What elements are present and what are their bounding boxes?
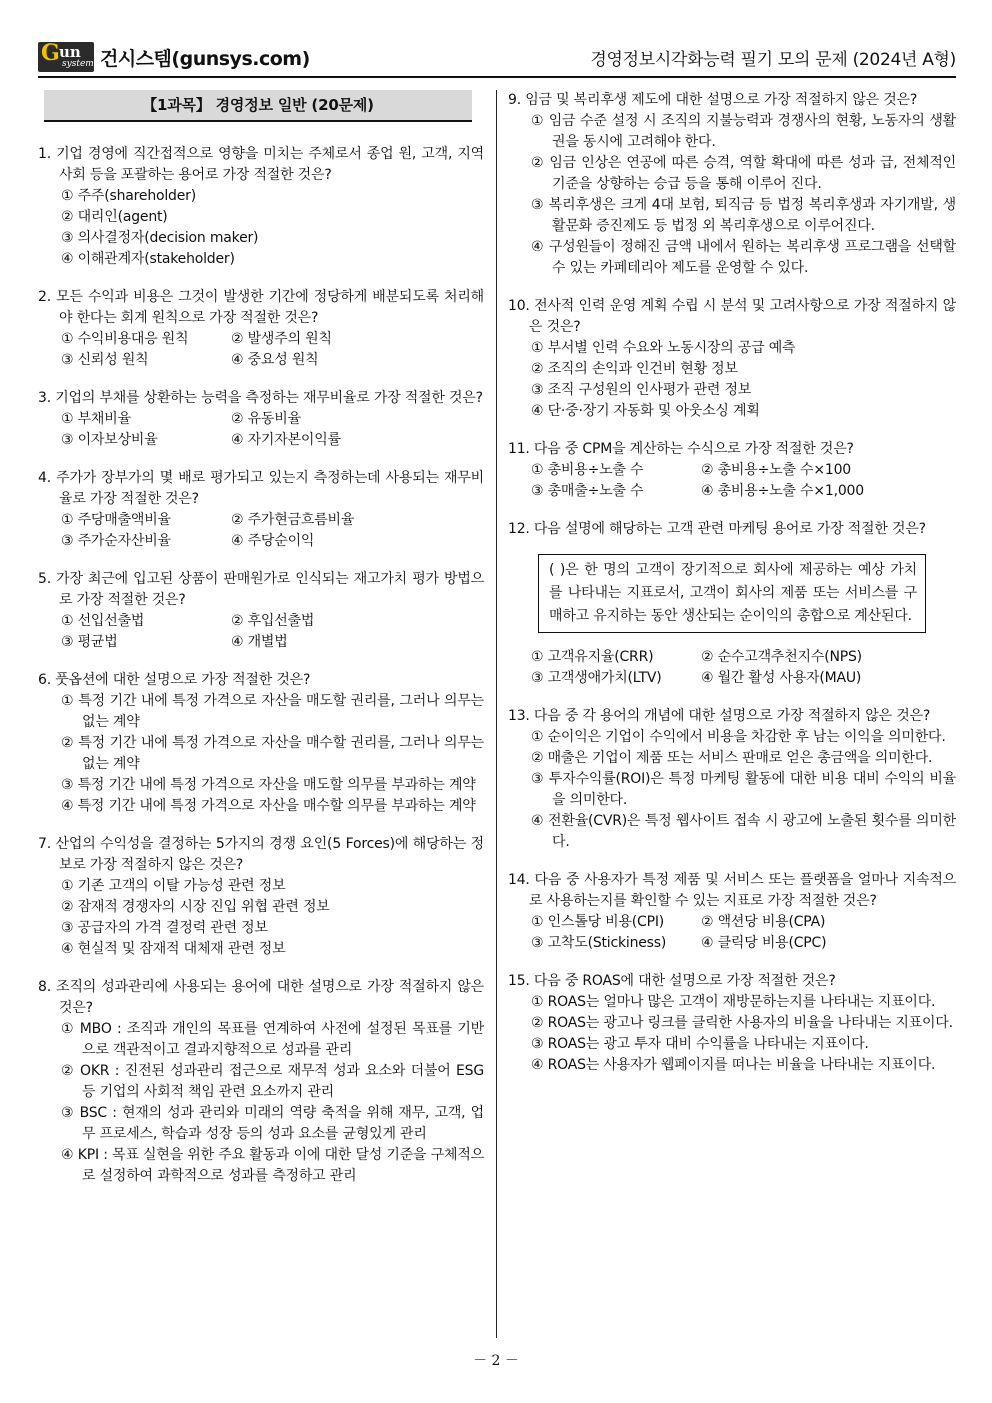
option-row [38, 409, 484, 430]
answer-option: ② OKR : 진전된 성과관리 접근으로 재무적 성과 요소와 더불어 ESG 등 기업의 사회적 책임 관련 요소까지 관리 [61, 1063, 484, 1100]
answer-option: ③ 총매출÷노출 수 [531, 483, 644, 499]
answer-option: ③ 의사결정자(decision maker) [61, 230, 259, 246]
question-stem: 4. 주가가 장부가의 몇 배로 평가되고 있는지 측정하는데 사용되는 재무비율로 가장 적절한 것은? [38, 470, 484, 507]
question-stem: 13. 다음 중 각 용어의 개념에 대한 설명으로 가장 적절하지 않은 것은? [508, 708, 931, 724]
option-row [38, 510, 484, 531]
question-stem: 5. 가장 최근에 입고된 상품이 판매원가로 인식되는 재고가치 평가 방법으로 가장 적절한 것은? [38, 571, 484, 608]
question-item [38, 287, 484, 371]
option-row [508, 933, 956, 954]
answer-option: ④ 클릭당 비용(CPC) [701, 935, 827, 951]
question-item [508, 706, 956, 853]
brand-name: 건시스템(gunsys.com) [100, 48, 310, 70]
answer-option: ③ 조직 구성원의 인사평가 관련 정보 [531, 382, 752, 398]
question-stem: 11. 다음 중 CPM을 계산하는 수식으로 가장 적절한 것은? [508, 441, 854, 457]
gunsystem-logo [38, 42, 94, 72]
answer-option: ④ 총비용÷노출 수×1,000 [701, 483, 864, 499]
answer-option: ④ 자기자본이익률 [231, 432, 341, 448]
question-item [508, 870, 956, 954]
header-rule [38, 76, 956, 78]
answer-option: ② 임금 인상은 연공에 따른 승격, 역할 확대에 따른 성과 급, 전체적인 기준을 상향하는 승급 등을 통해 이루어 진다. [531, 155, 956, 192]
option-row [508, 481, 956, 502]
question-stem: 1. 기업 경영에 직간접적으로 영향을 미치는 주체로서 종업 원, 고객, 지역사회 등을 포괄하는 용어로 가장 적절한 것은? [38, 146, 484, 183]
answer-option: ③ BSC : 현재의 성과 관리와 미래의 역량 축적을 위해 재무, 고객, 업무 프로세스, 학습과 성장 등의 성과 요소를 균형있게 관리 [61, 1105, 484, 1142]
answer-option: ③ 평균법 [61, 634, 118, 650]
question-stem: 7. 산업의 수익성을 결정하는 5가지의 경쟁 요인(5 Forces)에 해당하는 정보로 가장 적절하지 않은 것은? [38, 836, 484, 873]
answer-option: ① 총비용÷노출 수 [531, 462, 644, 478]
answer-option: ② 발생주의 원칙 [231, 331, 332, 347]
question-stem: 9. 임금 및 복리후생 제도에 대한 설명으로 가장 적절하지 않은 것은? [508, 92, 918, 108]
logo-letter-g: G [41, 40, 60, 66]
option-row [38, 611, 484, 632]
answer-option: ④ 월간 활성 사용자(MAU) [701, 670, 862, 686]
question-stem: 3. 기업의 부채를 상환하는 능력을 측정하는 재무비율로 가장 적절한 것은? [38, 390, 483, 406]
answer-option: ② 대리인(agent) [61, 209, 168, 225]
answer-option: ③ 신뢰성 원칙 [61, 352, 149, 368]
answer-option: ④ 단·중·장기 자동화 및 아웃소싱 계획 [531, 403, 760, 419]
answer-option: ④ 특정 기간 내에 특정 가격으로 자산을 매수할 의무를 부과하는 계약 [61, 798, 476, 814]
answer-option: ④ 중요성 원칙 [231, 352, 319, 368]
option-row [508, 668, 956, 689]
option-row [38, 430, 484, 451]
answer-option: ② 후입선출법 [231, 613, 315, 629]
question-item [38, 977, 484, 1187]
left-column [38, 90, 484, 1204]
answer-option: ① 부채비율 [61, 411, 131, 427]
option-row [38, 632, 484, 653]
question-item [508, 90, 956, 279]
option-row [508, 912, 956, 933]
option-row [38, 350, 484, 371]
answer-option: ③ 고착도(Stickiness) [531, 935, 667, 951]
answer-option: ④ 전환율(CVR)은 특정 웹사이트 접속 시 광고에 노출된 횟수를 의미한다. [531, 813, 956, 850]
option-row [38, 531, 484, 552]
right-column [508, 90, 956, 1093]
answer-option: ④ 구성원들이 정해진 금액 내에서 원하는 복리후생 프로그램을 선택할 수 있는 카페테리아 제도를 운영할 수 있다. [531, 239, 956, 276]
answer-option: ③ 공급자의 가격 결정력 관련 정보 [61, 920, 268, 936]
answer-option: ① MBO : 조직과 개인의 목표를 연계하여 사전에 설정된 목표를 기반으로 객관적이고 결과지향적으로 성과를 관리 [61, 1021, 484, 1058]
answer-option: ③ ROAS는 광고 투자 대비 수익률을 나타내는 지표이다. [531, 1036, 869, 1052]
option-row [508, 647, 956, 668]
answer-option: ② 잠재적 경쟁자의 시장 진입 위협 관련 정보 [61, 899, 330, 915]
answer-option: ① 인스톨당 비용(CPI) [531, 914, 665, 930]
exam-title: 경영정보시각화능력 필기 모의 문제 (2024년 A형) [590, 50, 956, 70]
answer-option: ② 총비용÷노출 수×100 [701, 462, 851, 478]
answer-option: ④ 개별법 [231, 634, 288, 650]
question-stem: 15. 다음 중 ROAS에 대한 설명으로 가장 적절한 것은? [508, 973, 836, 989]
question-stem: 10. 전사적 인력 운영 계획 수립 시 분석 및 고려사항으로 가장 적절하지 않은 것은? [508, 298, 956, 335]
answer-option: ④ 이해관계자(stakeholder) [61, 251, 235, 267]
question-item [38, 388, 484, 451]
answer-option: ② 순수고객추천지수(NPS) [701, 649, 862, 665]
section-title: 【1과목】 경영정보 일반 (20문제) [44, 90, 472, 122]
answer-option: ③ 투자수익률(ROI)은 특정 마케팅 활동에 대한 비용 대비 수익의 비율을 의미한다. [531, 771, 956, 808]
question-stem: 6. 풋옵션에 대한 설명으로 가장 적절한 것은? [38, 672, 311, 688]
answer-option: ① 기존 고객의 이탈 가능성 관련 정보 [61, 878, 286, 894]
option-row [38, 329, 484, 350]
answer-option: ① ROAS는 얼마나 많은 고객이 재방문하는지를 나타내는 지표이다. [531, 994, 936, 1010]
question-item [508, 971, 956, 1076]
answer-option: ② 액션당 비용(CPA) [701, 914, 826, 930]
question-item [508, 296, 956, 422]
answer-option: ① 수익비용대응 원칙 [61, 331, 189, 347]
column-divider [496, 90, 497, 1338]
question-item [38, 569, 484, 653]
answer-option: ② 조직의 손익과 인건비 현황 정보 [531, 361, 738, 377]
question-item [508, 519, 956, 689]
answer-option: ④ 주당순이익 [231, 533, 315, 549]
answer-option: ③ 특정 기간 내에 특정 가격으로 자산을 매도할 의무를 부과하는 계약 [61, 777, 476, 793]
question-item [38, 468, 484, 552]
answer-option: ② 주가현금흐름비율 [231, 512, 355, 528]
answer-option: ② ROAS는 광고나 링크를 클릭한 사용자의 비율을 나타내는 지표이다. [531, 1015, 953, 1031]
answer-option: ① 순이익은 기업이 수익에서 비용을 차감한 후 남는 이익을 의미한다. [531, 729, 946, 745]
answer-option: ④ KPI : 목표 실현을 위한 주요 활동과 이에 대한 달성 기준을 구체적으로 설정하여 과학적으로 성과를 측정하고 관리 [61, 1147, 484, 1184]
question-item [38, 670, 484, 817]
answer-option: ③ 고객생애가치(LTV) [531, 670, 662, 686]
question-stem: 8. 조직의 성과관리에 사용되는 용어에 대한 설명으로 가장 적절하지 않은 것은? [38, 979, 484, 1016]
answer-option: ④ ROAS는 사용자가 웹페이지를 떠나는 비율을 나타내는 지표이다. [531, 1057, 936, 1073]
logo-letters-un: un [59, 43, 81, 61]
question-passage-box: ( )은 한 명의 고객이 장기적으로 회사에 제공하는 예상 가치를 나타내는 지표로서, 고객이 회사의 제품 또는 서비스를 구매하고 유지하는 동안 생산되는 순이익의 총합으로 계산된다. [538, 554, 926, 633]
answer-option: ① 고객유지율(CRR) [531, 649, 654, 665]
question-stem: 14. 다음 중 사용자가 특정 제품 및 서비스 또는 플랫폼을 얼마나 지속적으로 사용하는지를 확인할 수 있는 지표로 가장 적절한 것은? [508, 872, 956, 909]
answer-option: ③ 이자보상비율 [61, 432, 158, 448]
page-number: － 2 － [473, 1353, 519, 1369]
answer-option: ③ 주가순자산비율 [61, 533, 171, 549]
question-item [38, 144, 484, 270]
answer-option: ① 주주(shareholder) [61, 188, 196, 204]
answer-option: ① 선입선출법 [61, 613, 145, 629]
question-item [38, 834, 484, 960]
answer-option: ④ 현실적 및 잠재적 대체재 관련 정보 [61, 941, 286, 957]
answer-option: ① 임금 수준 설정 시 조직의 지불능력과 경쟁사의 현황, 노동자의 생활권을 동시에 고려해야 한다. [531, 113, 956, 150]
answer-option: ① 특정 기간 내에 특정 가격으로 자산을 매도할 권리를, 그러나 의무는 없는 계약 [61, 693, 484, 730]
logo-subtext: system [62, 59, 94, 69]
answer-option: ② 매출은 기업이 제품 또는 서비스 판매로 얻은 총금액을 의미한다. [531, 750, 933, 766]
option-row [508, 460, 956, 481]
question-stem: 2. 모든 수익과 비용은 그것이 발생한 기간에 정당하게 배분되도록 처리해야 한다는 회계 원칙으로 가장 적절한 것은? [38, 289, 484, 326]
answer-option: ① 주당매출액비율 [61, 512, 171, 528]
question-item [508, 439, 956, 502]
answer-option: ② 특정 기간 내에 특정 가격으로 자산을 매수할 권리를, 그러나 의무는 없는 계약 [61, 735, 484, 772]
question-stem: 12. 다음 설명에 해당하는 고객 관련 마케팅 용어로 가장 적절한 것은? [508, 521, 926, 537]
answer-option: ② 유동비율 [231, 411, 301, 427]
answer-option: ① 부서별 인력 수요와 노동시장의 공급 예측 [531, 340, 796, 356]
page-header [38, 42, 956, 74]
answer-option: ③ 복리후생은 크게 4대 보험, 퇴직금 등 법정 복리후생과 자기개발, 생활문화 증진제도 등 법정 외 복리후생으로 이루어진다. [531, 197, 956, 234]
